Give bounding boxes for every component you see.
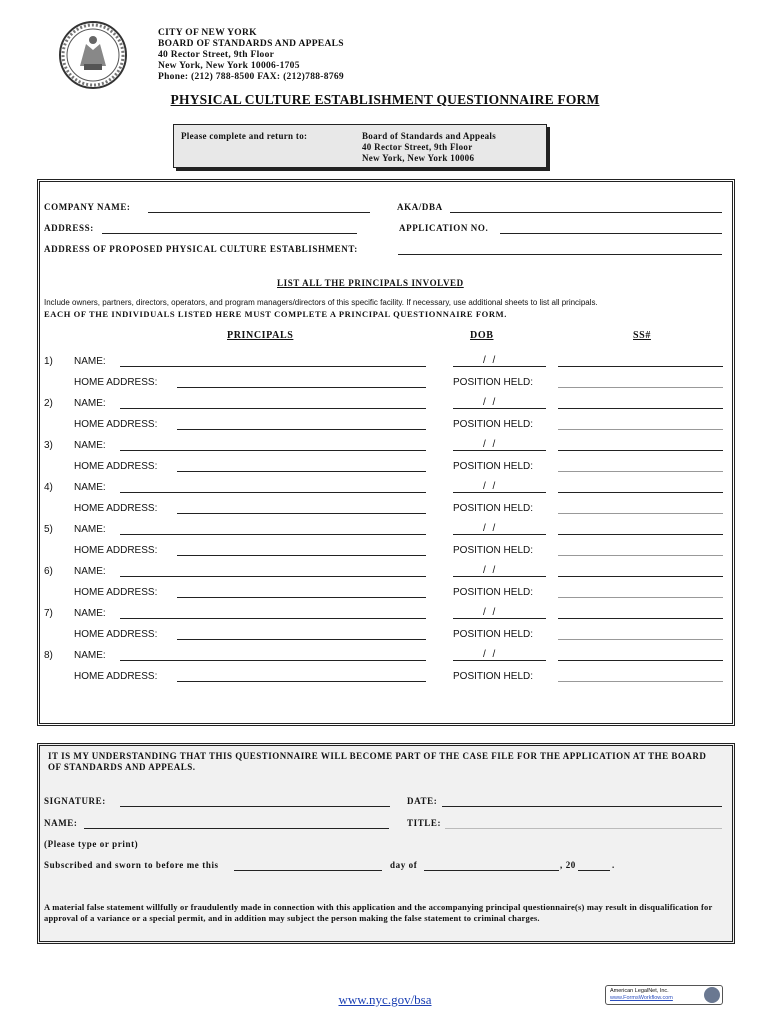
principal-ss-field[interactable] [558,534,723,535]
principal-name-field[interactable] [120,618,426,619]
principal-dob-slashes: / / [483,355,498,366]
principals-instructions: Include owners, partners, directors, operators, and program managers/directors of this specific facility. If necessary, use additional sheets to list all principals. [44,298,598,307]
principal-position-label: POSITION HELD: [453,503,534,514]
header-line: BOARD OF STANDARDS AND APPEALS [158,39,344,49]
proposed-address-field[interactable] [398,254,722,255]
principal-ss-field[interactable] [558,408,723,409]
principal-position-label: POSITION HELD: [453,545,534,556]
principal-dob-field[interactable] [453,534,546,535]
principal-home-address-label: HOME ADDRESS: [74,545,158,556]
principal-ss-field[interactable] [558,366,723,367]
principal-ss-field[interactable] [558,450,723,451]
principal-name-field[interactable] [120,534,426,535]
principal-name-field[interactable] [120,492,426,493]
eagle-icon [704,987,720,1003]
header-line: New York, New York 10006-1705 [158,61,300,71]
proposed-address-label: ADDRESS OF PROPOSED PHYSICAL CULTURE ESTABLISHMENT: [44,244,358,254]
col-principals: PRINCIPALS [227,330,294,341]
principal-name-label: NAME: [74,398,106,409]
principal-position-label: POSITION HELD: [453,377,534,388]
principal-dob-field[interactable] [453,618,546,619]
company-name-label: COMPANY NAME: [44,202,131,212]
sworn-text-a: Subscribed and sworn to before me this [44,860,219,870]
principal-name-label: NAME: [74,650,106,661]
principal-name-label: NAME: [74,566,106,577]
principal-position-field[interactable] [558,429,723,430]
badge-line1: American LegalNet, Inc. [610,988,669,994]
principal-dob-slashes: / / [483,565,498,576]
principals-heading: LIST ALL THE PRINCIPALS INVOLVED [277,278,464,288]
col-ss: SS# [633,330,651,341]
principal-position-field[interactable] [558,555,723,556]
aka-field[interactable] [450,212,722,213]
principal-name-label: NAME: [74,524,106,535]
principal-position-field[interactable] [558,471,723,472]
application-no-label: APPLICATION NO. [399,223,489,233]
company-name-field[interactable] [148,212,370,213]
principal-position-label: POSITION HELD: [453,629,534,640]
principal-home-address-label: HOME ADDRESS: [74,377,158,388]
principal-number: 2) [44,398,53,409]
name-field[interactable] [84,828,389,829]
return-label: Please complete and return to: [181,131,308,141]
signature-label: SIGNATURE: [44,796,106,806]
nyc-seal-icon [58,20,128,90]
sworn-period: . [612,860,615,870]
signature-field[interactable] [120,806,390,807]
return-address [362,131,496,164]
sworn-month-field[interactable] [424,870,559,871]
type-or-print-note: (Please type or print) [44,839,139,849]
principal-home-address-field[interactable] [177,471,426,472]
sworn-text-b: day of [390,860,418,870]
principal-name-label: NAME: [74,356,106,367]
principal-ss-field[interactable] [558,576,723,577]
principal-number: 7) [44,608,53,619]
principal-number: 4) [44,482,53,493]
principal-name-label: NAME: [74,482,106,493]
name-label: NAME: [44,818,78,828]
principal-ss-field[interactable] [558,618,723,619]
aka-label: AKA/DBA [397,202,443,212]
header-line: 40 Rector Street, 9th Floor [158,50,275,60]
principal-position-label: POSITION HELD: [453,419,534,430]
principal-dob-field[interactable] [453,660,546,661]
address-field[interactable] [102,233,357,234]
principal-name-field[interactable] [120,576,426,577]
principal-position-field[interactable] [558,681,723,682]
principal-home-address-field[interactable] [177,429,426,430]
legalnet-badge[interactable] [605,985,723,1005]
date-label: DATE: [407,796,438,806]
principal-home-address-field[interactable] [177,597,426,598]
header-line: Phone: (212) 788-8500 FAX: (212)788-8769 [158,72,344,82]
principal-dob-field[interactable] [453,492,546,493]
principal-name-field[interactable] [120,660,426,661]
principal-dob-field[interactable] [453,576,546,577]
principal-dob-field[interactable] [453,450,546,451]
return-address-line: 40 Rector Street, 9th Floor [362,142,473,152]
title-label: TITLE: [407,818,442,828]
sworn-year-field[interactable] [578,870,610,871]
application-no-field[interactable] [500,233,722,234]
signature-box [37,743,735,944]
header-line: CITY OF NEW YORK [158,28,257,38]
understanding-text: IT IS MY UNDERSTANDING THAT THIS QUESTIONNAIRE WILL BECOME PART OF THE CASE FILE FOR THE APPLICATION AT THE BOARD OF STANDARDS AND APPEALS. [48,751,707,772]
principals-instructions-bold: EACH OF THE INDIVIDUALS LISTED HERE MUST COMPLETE A PRINCIPAL QUESTIONNAIRE FORM. [44,309,507,319]
principal-home-address-label: HOME ADDRESS: [74,629,158,640]
principal-position-field[interactable] [558,597,723,598]
principal-number: 3) [44,440,53,451]
col-dob: DOB [470,330,494,341]
principal-home-address-field[interactable] [177,681,426,682]
sworn-day-field[interactable] [234,870,382,871]
principal-dob-slashes: / / [483,607,498,618]
principal-home-address-field[interactable] [177,555,426,556]
principal-home-address-field[interactable] [177,639,426,640]
return-address-line: New York, New York 10006 [362,153,475,163]
principal-position-field[interactable] [558,513,723,514]
principal-number: 6) [44,566,53,577]
principal-dob-slashes: / / [483,397,498,408]
principal-dob-field[interactable] [453,408,546,409]
form-title: PHYSICAL CULTURE ESTABLISHMENT QUESTIONNAIRE FORM [170,92,600,107]
principal-position-label: POSITION HELD: [453,461,534,472]
principal-position-field[interactable] [558,387,723,388]
principal-number: 1) [44,356,53,367]
principal-name-field[interactable] [120,450,426,451]
principal-position-label: POSITION HELD: [453,671,534,682]
principal-home-address-label: HOME ADDRESS: [74,461,158,472]
return-address-line: Board of Standards and Appeals [362,131,497,141]
principal-home-address-field[interactable] [177,387,426,388]
agency-header [158,28,344,83]
principal-home-address-label: HOME ADDRESS: [74,503,158,514]
title-field[interactable] [445,828,722,829]
principal-position-label: POSITION HELD: [453,587,534,598]
principal-position-field[interactable] [558,639,723,640]
principal-number: 8) [44,650,53,661]
principal-ss-field[interactable] [558,660,723,661]
principals-form-box [37,179,735,726]
principal-dob-slashes: / / [483,481,498,492]
badge-line2: www.FormsWorkflow.com [610,995,673,1001]
date-field[interactable] [442,806,722,807]
sworn-text-c: , 20 [560,860,576,870]
principal-name-field[interactable] [120,366,426,367]
principal-ss-field[interactable] [558,492,723,493]
false-statement-warning: A material false statement willfully or fraudulently made in connection with this application and the accompanying principal questionnaire(s) may result in disqualification for approval of a variance or a special permit, and in addition may subject the person making the false statement to criminal charges. [44,902,713,923]
principal-name-label: NAME: [74,440,106,451]
return-address-box [173,124,547,168]
principal-home-address-field[interactable] [177,513,426,514]
principal-name-field[interactable] [120,408,426,409]
principal-dob-slashes: / / [483,649,498,660]
footer-url-link[interactable]: www.nyc.gov/bsa [338,992,432,1007]
principal-name-label: NAME: [74,608,106,619]
principal-dob-slashes: / / [483,439,498,450]
principal-dob-slashes: / / [483,523,498,534]
principal-number: 5) [44,524,53,535]
address-label: ADDRESS: [44,223,94,233]
principal-home-address-label: HOME ADDRESS: [74,419,158,430]
principal-home-address-label: HOME ADDRESS: [74,587,158,598]
principal-home-address-label: HOME ADDRESS: [74,671,158,682]
principal-dob-field[interactable] [453,366,546,367]
